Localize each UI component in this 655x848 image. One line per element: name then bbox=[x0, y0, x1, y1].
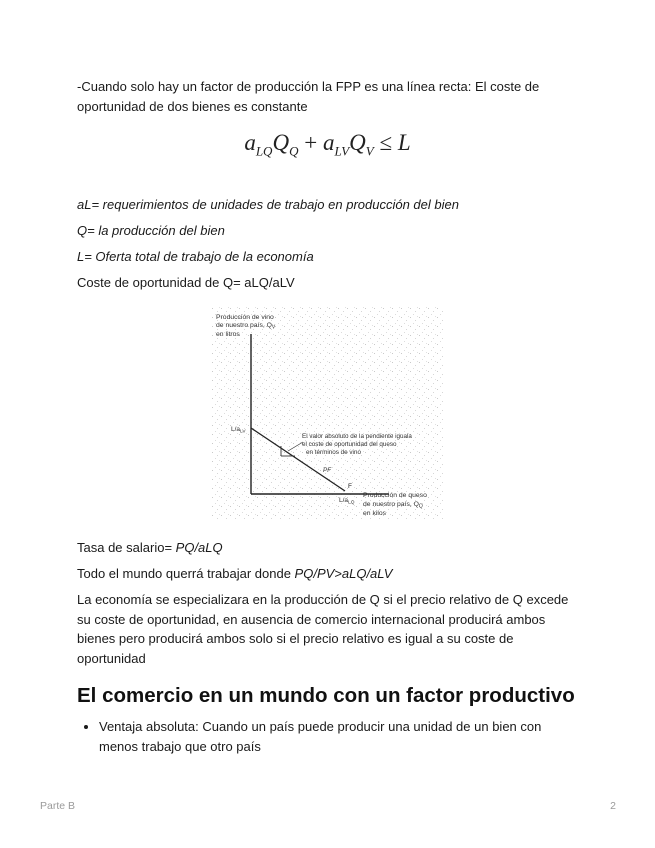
point-f-label: F bbox=[348, 483, 352, 490]
formula-a1: a bbox=[244, 130, 256, 155]
definition-q: Q= la producción del bien bbox=[77, 223, 225, 238]
footer-section-label: Parte B bbox=[40, 800, 76, 812]
formula-subq1: Q bbox=[289, 143, 299, 159]
section-heading: El comercio en un mundo con un factor productivo bbox=[77, 684, 575, 707]
ppf-graph-svg bbox=[211, 306, 443, 520]
intro-paragraph: -Cuando solo hay un factor de producción la FPP es una línea recta: El coste de oportunidad de dos bienes es constante bbox=[77, 79, 540, 114]
work-preference-prefix: Todo el mundo querrá trabajar donde bbox=[77, 566, 295, 581]
footer-page-number: 2 bbox=[610, 800, 616, 812]
x-title-line3: en kilos bbox=[363, 510, 387, 517]
opportunity-cost-line: Coste de oportunidad de Q= aLQ/aLV bbox=[77, 275, 295, 290]
specialization-paragraph: La economía se especializara en la producción de Q si el precio relativo de Q excede su coste de oportunidad, en ausencia de comercio internacional producirá ambos bienes pero producirá ambos solo si el precio relativo es igual a su coste de oportunidad bbox=[77, 592, 569, 666]
wage-rate-line bbox=[77, 538, 577, 558]
bullet-list bbox=[77, 717, 577, 756]
formula-q2: Q bbox=[349, 130, 366, 155]
wage-rate-prefix: Tasa de salario= bbox=[77, 540, 176, 555]
y-title-line3: en litros bbox=[216, 331, 240, 338]
formula-l: L bbox=[397, 130, 411, 155]
wage-rate-value: PQ/aLQ bbox=[175, 540, 223, 555]
formula-plus: + bbox=[298, 130, 323, 155]
work-preference-value: PQ/PV>aLQ/aLV bbox=[294, 566, 393, 581]
formula-subq2: V bbox=[365, 143, 374, 159]
ppf-formula bbox=[0, 130, 655, 160]
graph-background bbox=[211, 306, 443, 520]
formula-sub1: LQ bbox=[255, 143, 273, 159]
x-title-line2: de nuestro país, $Q_Q$ bbox=[363, 501, 423, 510]
work-preference-line bbox=[77, 564, 577, 584]
annotation-line3: en términos de vino bbox=[306, 449, 361, 456]
formula-leq: ≤ bbox=[373, 130, 398, 155]
annotation-line2: el coste de oportunidad del queso bbox=[302, 441, 397, 448]
y-title-line1: Producción de vino bbox=[216, 314, 274, 321]
y-title-line2: de nuestro país, $Q_V$ bbox=[216, 322, 276, 331]
y-intercept-label: $L/a_{LV}$ bbox=[231, 426, 246, 435]
x-intercept-label: $L/a_{LQ}$ bbox=[339, 497, 355, 506]
annotation-line1: El valor absoluto de la pendiente iguala bbox=[302, 433, 412, 440]
bullet-absolute-advantage: • Ventaja absoluta: Cuando un país puede producir una unidad de un bien con menos trabajo que otro país bbox=[99, 717, 577, 756]
definition-l: L= Oferta total de trabajo de la economía bbox=[77, 249, 314, 264]
definition-al: aL= requerimientos de unidades de trabajo en producción del bien bbox=[77, 197, 459, 212]
formula-a2: a bbox=[322, 130, 335, 155]
formula-q1: Q bbox=[272, 130, 290, 155]
formula-sub2: LV bbox=[334, 143, 350, 159]
ppf-curve-label: PF bbox=[323, 467, 332, 474]
ppf-graph bbox=[211, 306, 443, 520]
x-title-line1: Producción de queso bbox=[363, 492, 427, 499]
